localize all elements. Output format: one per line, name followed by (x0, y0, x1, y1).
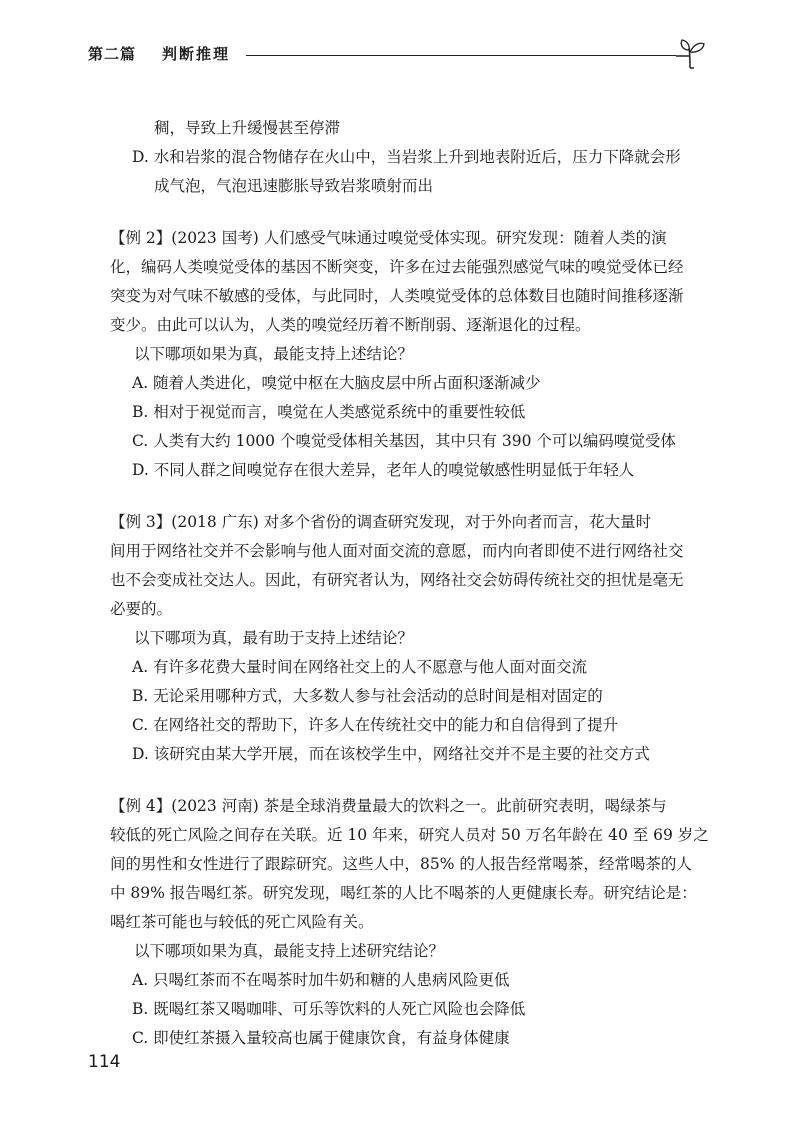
example-3-option-d: D. 该研究由某大学开展，而在该校学生中，网络社交并不是主要的社交方式 (132, 745, 650, 763)
header-section-title: 判断推理 (162, 45, 231, 63)
example-4-option-a: A. 只喝红茶而不在喝茶时加牛奶和糖的人患病风险更低 (132, 971, 510, 989)
example-4-line: 【例 4】(2023 河南) 茶是全球消费量最大的饮料之一。此前研究表明，喝绿茶与 (110, 797, 667, 815)
example-2-option-d: D. 不同人群之间嗅觉存在很大差异，老年人的嗅觉敏感性明显低于年轻人 (132, 461, 635, 479)
sprout-icon (672, 36, 708, 70)
header-rule (246, 55, 676, 56)
example-2-line: 突变为对气味不敏感的受体，与此同时，人类嗅觉受体的总体数目也随时间推移逐渐 (110, 287, 684, 305)
example-2-question: 以下哪项如果为真，最能支持上述结论？ (134, 345, 414, 363)
example-3-line: 间用于网络社交并不会影响与他人面对面交流的意愿，而内向者即使不进行网络社交 (110, 542, 684, 560)
example-4-question: 以下哪项如果为真，最能支持上述研究结论？ (134, 942, 445, 960)
example-4-option-c: C. 即使红茶摄入量较高也属于健康饮食，有益身体健康 (132, 1029, 510, 1047)
page-header (88, 36, 713, 76)
example-4-line: 喝红茶可能也与较低的死亡风险有关。 (110, 913, 374, 931)
example-2-line: 化，编码人类嗅觉受体的基因不断突变，许多在过去能强烈感觉气味的嗅觉受体已经 (110, 258, 684, 276)
page-number: 114 (88, 1052, 121, 1072)
page-content (110, 114, 709, 1053)
option-d-line-1: D. 水和岩浆的混合物储存在火山中，当岩浆上升到地表附近后，压力下降就会形 (132, 148, 681, 166)
example-3-option-b: B. 无论采用哪种方式，大多数人参与社会活动的总时间是相对固定的 (132, 687, 603, 705)
header-part-title: 第二篇 (88, 45, 137, 63)
example-3-line: 也不会变成社交达人。因此，有研究者认为，网络社交会妨碍传统社交的担忧是毫无 (110, 571, 684, 589)
example-2-line: 【例 2】(2023 国考) 人们感受气味通过嗅觉受体实现。研究发现：随着人类的演 (110, 229, 667, 247)
example-2-option-b: B. 相对于视觉而言，嗅觉在人类感觉系统中的重要性较低 (132, 403, 526, 421)
example-3 (110, 508, 700, 769)
example-3-line: 【例 3】(2018 广东) 对多个省份的调查研究发现，对于外向者而言，花大量时 (110, 513, 652, 531)
example-4-line: 较低的死亡风险之间存在关联。近 10 年来，研究人员对 50 万名年龄在 40 至 69 岁之 (110, 826, 709, 844)
continued-option-line: 稠，导致上升缓慢甚至停滞 (154, 119, 341, 137)
example-3-question: 以下哪项为真，最有助于支持上述结论？ (134, 629, 414, 647)
example-4 (110, 792, 709, 1053)
example-4-line: 间的男性和女性进行了跟踪研究。这些人中，85% 的人报告经常喝茶，经常喝茶的人 (110, 855, 692, 873)
example-2-line: 变少。由此可以认为，人类的嗅觉经历着不断削弱、逐渐退化的过程。 (110, 316, 591, 334)
example-3-option-a: A. 有许多花费大量时间在网络社交上的人不愿意与他人面对面交流 (132, 658, 588, 676)
example-3-option-c: C. 在网络社交的帮助下，许多人在传统社交中的能力和自信得到了提升 (132, 716, 619, 734)
example-4-option-b: B. 既喝红茶又喝咖啡、可乐等饮料的人死亡风险也会降低 (132, 1000, 526, 1018)
example-2-option-c: C. 人类有大约 1000 个嗅觉受体相关基因，其中只有 390 个可以编码嗅觉受体 (132, 432, 676, 450)
option-d-line-2: 成气泡，气泡迅速膨胀导致岩浆喷射而出 (154, 177, 434, 195)
example-4-line: 中 89% 报告喝红茶。研究发现，喝红茶的人比不喝茶的人更健康长寿。研究结论是： (110, 884, 697, 902)
example-2 (110, 224, 700, 485)
example-2-option-a: A. 随着人类进化，嗅觉中枢在大脑皮层中所占面积逐渐减少 (132, 374, 541, 392)
example-3-line: 必要的。 (110, 600, 173, 618)
